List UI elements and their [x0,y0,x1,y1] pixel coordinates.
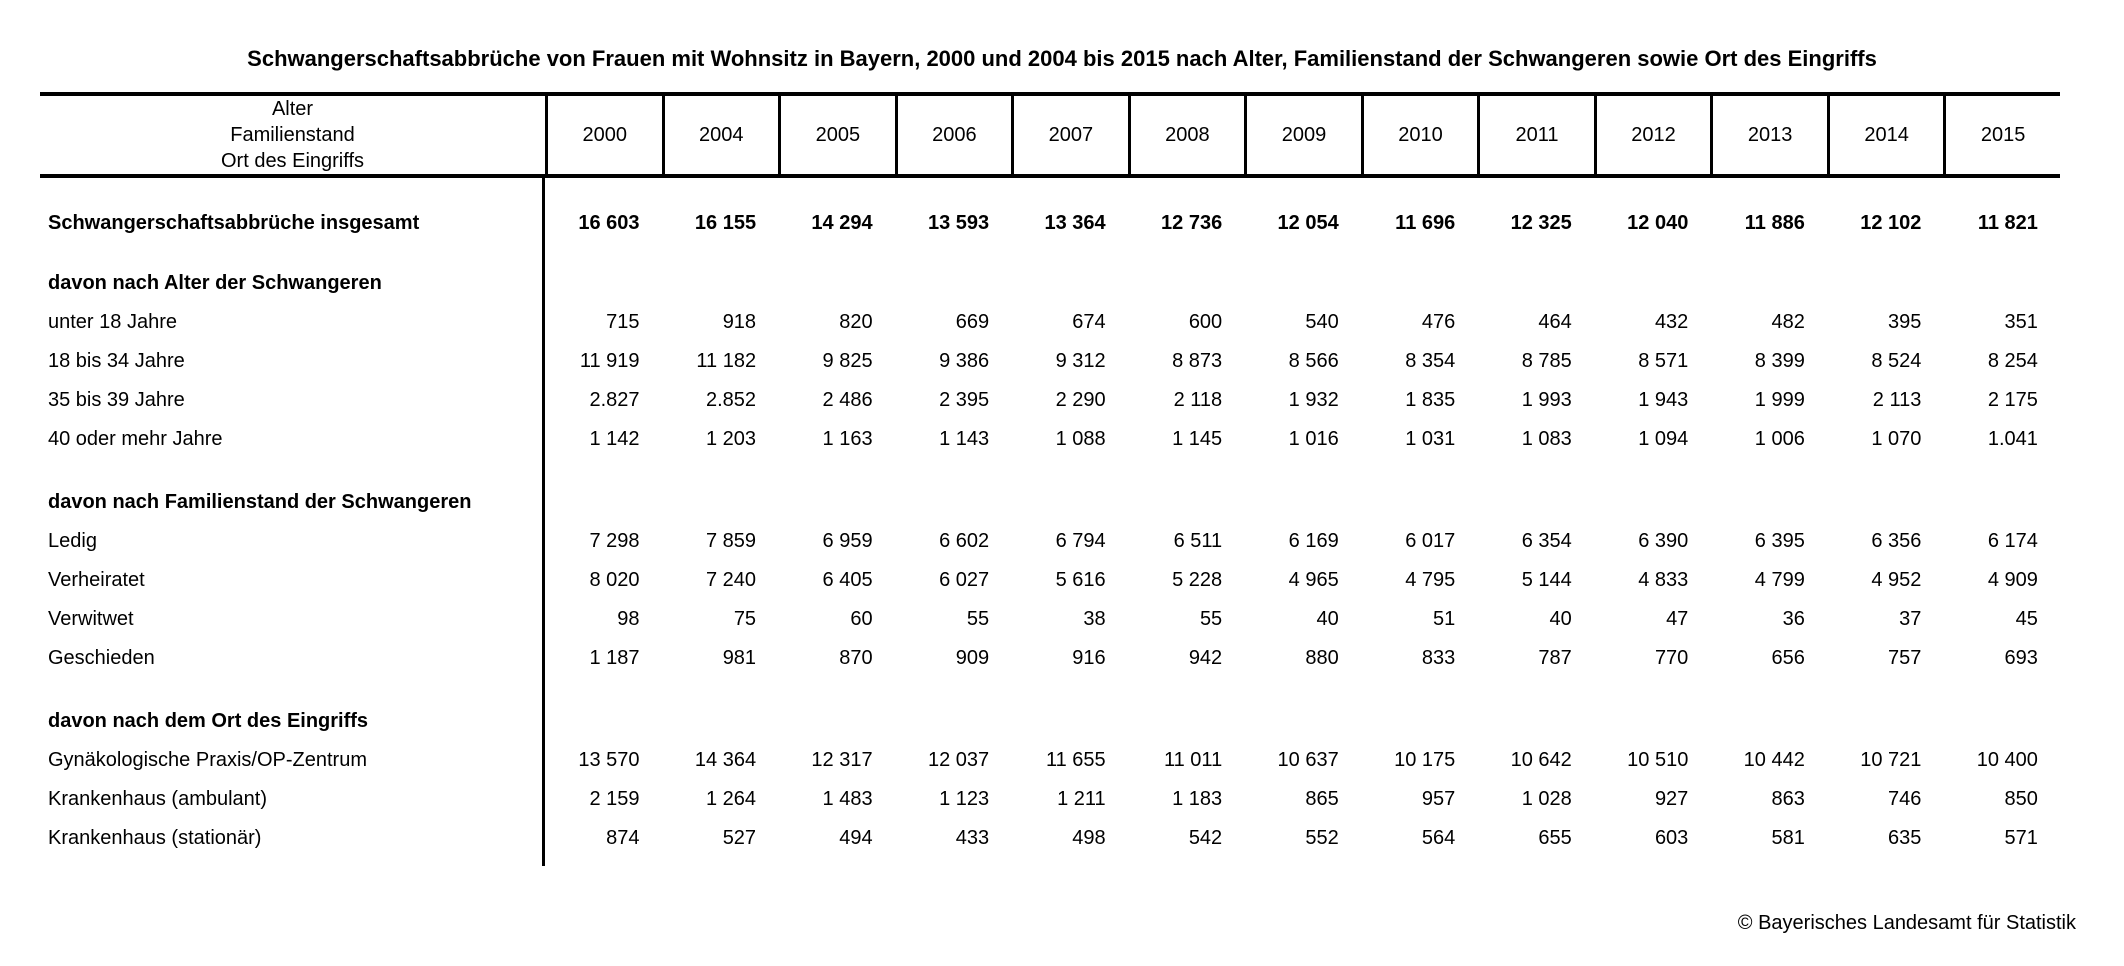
value-cell [1710,702,1827,741]
value-cell: 8 524 [1871,350,1922,372]
value-cell [778,483,895,522]
value-cell [778,264,895,303]
value-cell: 11 655 [1045,749,1106,771]
year-header-: 2008 [1128,96,1245,174]
row-label: Verwitwet [40,600,545,639]
value-cell: 1 211 [1057,788,1106,810]
value-cell: 1 088 [1055,428,1106,450]
value-cell: 1 142 [589,428,640,450]
value-cell [545,702,662,741]
value-cell: 55 [1199,608,1223,630]
value-cell: 874 [606,827,640,849]
value-cell: 10 510 [1627,749,1689,771]
table-row [40,420,2060,459]
value-cell: 1 483 [822,788,873,810]
value-cell: 6 602 [939,530,990,552]
row-cells [545,522,2060,561]
value-cell: 11 182 [696,350,757,372]
row-cells [545,264,2060,303]
value-cell: 47 [1666,608,1689,630]
value-cell: 11 696 [1395,212,1456,234]
value-cell [662,264,779,303]
spacer-label-cell [40,678,545,702]
value-cell: 2.827 [589,389,640,411]
row-cells [545,741,2060,780]
value-cell: 942 [1188,647,1223,669]
value-cell: 850 [2004,788,2038,810]
value-cell [895,483,1012,522]
value-cell: 2 113 [1872,389,1922,411]
year-header-: 2009 [1244,96,1361,174]
row-label: Gynäkologische Praxis/OP-Zentrum [40,741,545,780]
row-label: Geschieden [40,639,545,678]
row-label: 35 bis 39 Jahre [40,381,545,420]
value-cell: 1 943 [1638,389,1689,411]
table-row [40,780,2060,819]
row-label: davon nach Familienstand der Schwangeren [40,483,545,522]
row-cells [545,420,2060,459]
value-cell: 10 442 [1743,749,1805,771]
value-cell [1827,264,1944,303]
spacer-row [40,178,2060,204]
value-cell: 395 [1888,311,1922,333]
value-cell: 656 [1771,647,1805,669]
value-cell [1477,483,1594,522]
value-cell: 8 566 [1288,350,1339,372]
value-cell [1244,264,1361,303]
spacer-cells [545,858,2060,866]
value-cell: 8 020 [589,569,640,591]
value-cell: 1 145 [1172,428,1223,450]
year-header-: 2004 [662,96,779,174]
value-cell: 2 175 [1987,389,2038,411]
value-cell: 40 [1316,608,1339,630]
row-label: Schwangerschaftsabbrüche insgesamt [40,204,545,243]
value-cell [662,483,779,522]
value-cell: 581 [1771,827,1805,849]
value-cell: 8 873 [1172,350,1223,372]
value-cell: 870 [839,647,873,669]
value-cell: 11 821 [1977,212,2038,234]
year-header-: 2014 [1827,96,1944,174]
row-label: davon nach dem Ort des Eingriffs [40,702,545,741]
value-cell: 7 859 [706,530,757,552]
value-cell: 2.852 [706,389,757,411]
table-row [40,819,2060,858]
value-cell: 833 [1421,647,1456,669]
value-cell: 498 [1072,827,1106,849]
stub-header-line: Ort des Eingriffs [220,150,365,172]
value-cell: 957 [1421,788,1456,810]
value-cell: 1 183 [1172,788,1223,810]
value-cell: 918 [722,311,757,333]
row-cells [545,780,2060,819]
value-cell [1477,702,1594,741]
row-label: unter 18 Jahre [40,303,545,342]
spacer-label-cell [40,858,545,866]
value-cell: 6 405 [822,569,873,591]
value-cell: 12 325 [1510,212,1572,234]
value-cell: 4 965 [1288,569,1339,591]
spacer-label-cell [40,243,545,264]
statistics-table [40,92,2060,866]
value-cell: 1 070 [1871,428,1922,450]
value-cell: 37 [1899,608,1922,630]
value-cell: 715 [606,311,640,333]
value-cell [895,264,1012,303]
value-cell [1128,483,1245,522]
value-cell: 1 203 [706,428,757,450]
value-cell: 820 [839,311,873,333]
value-cell: 432 [1654,311,1689,333]
row-label: Ledig [40,522,545,561]
value-cell: 10 721 [1860,749,1922,771]
year-header-: 2012 [1594,96,1711,174]
value-cell: 1 083 [1521,428,1572,450]
value-cell: 1 006 [1754,428,1805,450]
value-cell: 98 [617,608,640,630]
year-header-: 2005 [778,96,895,174]
value-cell: 36 [1782,608,1805,630]
value-cell: 865 [1305,788,1339,810]
value-cell: 1 031 [1405,428,1456,450]
table-row [40,600,2060,639]
value-cell: 5 228 [1172,569,1223,591]
value-cell [1361,264,1478,303]
spacer-cells [545,178,2060,204]
value-cell [1361,483,1478,522]
row-cells [545,702,2060,741]
value-cell [1128,702,1245,741]
value-cell: 13 364 [1044,212,1106,234]
row-label: Krankenhaus (stationär) [40,819,545,858]
value-cell: 600 [1188,311,1223,333]
value-cell [1477,264,1594,303]
value-cell: 603 [1654,827,1689,849]
value-cell [895,702,1012,741]
value-cell [1827,702,1944,741]
value-cell: 635 [1888,827,1922,849]
value-cell: 8 785 [1521,350,1572,372]
table-row [40,639,2060,678]
year-header-: 2006 [895,96,1012,174]
value-cell: 2 290 [1055,389,1106,411]
value-cell: 11 011 [1163,749,1223,771]
value-cell: 14 294 [811,212,873,234]
copyright-notice: © Bayerisches Landesamt für Statistik [1737,912,2076,934]
value-cell: 909 [955,647,990,669]
value-cell: 1 016 [1288,428,1339,450]
value-cell: 5 144 [1521,569,1572,591]
value-cell: 6 511 [1173,530,1223,552]
value-cell: 757 [1888,647,1922,669]
value-cell: 476 [1421,311,1456,333]
spacer-label-cell [40,178,545,204]
value-cell: 16 155 [694,212,757,234]
row-label: Krankenhaus (ambulant) [40,780,545,819]
year-header-: 2015 [1943,96,2060,174]
value-cell: 540 [1305,311,1339,333]
value-cell: 2 118 [1173,389,1223,411]
value-cell: 12 054 [1277,212,1339,234]
value-cell: 669 [955,311,990,333]
value-cell: 6 959 [822,530,873,552]
value-cell: 1 835 [1405,389,1456,411]
year-header-: 2013 [1710,96,1827,174]
value-cell: 14 364 [694,749,757,771]
table-body [40,178,2060,866]
value-cell [778,702,895,741]
year-header-: 2007 [1011,96,1128,174]
value-cell: 9 825 [822,350,873,372]
value-cell: 1 264 [706,788,757,810]
value-cell: 693 [2004,647,2038,669]
value-cell: 8 571 [1638,350,1689,372]
row-cells [545,483,2060,522]
value-cell: 6 027 [939,569,990,591]
spacer-row [40,459,2060,483]
value-cell: 12 736 [1161,212,1223,234]
value-cell [1011,264,1128,303]
row-cells [545,342,2060,381]
spacer-label-cell [40,459,545,483]
value-cell: 2 395 [939,389,990,411]
value-cell: 571 [2004,827,2038,849]
value-cell: 4 795 [1405,569,1456,591]
value-cell: 12 317 [811,749,873,771]
value-cell [1244,702,1361,741]
value-cell [1011,483,1128,522]
value-cell: 10 637 [1277,749,1339,771]
row-cells [545,381,2060,420]
value-cell: 1.041 [1987,428,2038,450]
row-label: Verheiratet [40,561,545,600]
value-cell: 1 143 [939,428,990,450]
value-cell [1943,483,2060,522]
value-cell [1244,483,1361,522]
value-cell [1710,483,1827,522]
value-cell: 12 102 [1860,212,1922,234]
value-cell: 11 886 [1744,212,1805,234]
page-title: Schwangerschaftsabbrüche von Frauen mit Wohnsitz in Bayern, 2000 und 2004 bis 2015 nach Alter, Familienstand der Schwangeren sowie Ort des Eingriffs [247,46,1877,71]
spacer-row [40,243,2060,264]
value-cell: 55 [966,608,990,630]
value-cell: 11 919 [579,350,640,372]
value-cell: 863 [1771,788,1805,810]
value-cell [1361,702,1478,741]
value-cell: 1 187 [589,647,640,669]
spacer-row [40,678,2060,702]
section-header-row [40,702,2060,741]
value-cell: 542 [1188,827,1223,849]
value-cell: 6 017 [1405,530,1456,552]
row-cells [545,600,2060,639]
spacer-cells [545,459,2060,483]
value-cell: 1 932 [1288,389,1339,411]
value-cell [1594,702,1711,741]
value-cell: 9 312 [1055,350,1106,372]
value-cell: 40 [1549,608,1572,630]
value-cell: 12 037 [927,749,990,771]
value-cell [1943,264,2060,303]
value-cell: 674 [1072,311,1106,333]
value-cell: 4 833 [1638,569,1689,591]
value-cell [1943,702,2060,741]
row-cells [545,561,2060,600]
value-cell: 4 909 [1987,569,2038,591]
value-cell: 1 123 [939,788,990,810]
value-cell: 75 [733,608,757,630]
value-cell: 1 028 [1521,788,1572,810]
row-label: 40 oder mehr Jahre [40,420,545,459]
value-cell: 51 [1433,608,1456,630]
value-cell [1710,264,1827,303]
value-cell: 12 040 [1627,212,1689,234]
value-cell: 746 [1888,788,1922,810]
table-row [40,522,2060,561]
value-cell: 482 [1771,311,1805,333]
value-cell: 60 [850,608,873,630]
value-cell: 10 642 [1510,749,1572,771]
value-cell: 927 [1654,788,1689,810]
stub-header [40,96,545,174]
value-cell: 655 [1538,827,1572,849]
value-cell: 6 395 [1754,530,1805,552]
spacer-cells [545,243,2060,264]
value-cell: 564 [1421,827,1456,849]
value-cell [1827,483,1944,522]
year-header-: 2010 [1361,96,1478,174]
year-header-: 2011 [1477,96,1594,174]
row-cells [545,819,2060,858]
value-cell: 6 794 [1055,530,1106,552]
value-cell: 1 999 [1754,389,1805,411]
row-label: davon nach Alter der Schwangeren [40,264,545,303]
value-cell: 6 174 [1987,530,2038,552]
table-row [40,204,2060,243]
value-cell: 6 169 [1288,530,1339,552]
table-row [40,561,2060,600]
value-cell: 527 [722,827,757,849]
stub-header-line: Familienstand [230,124,355,146]
value-cell: 787 [1538,647,1572,669]
section-header-row [40,264,2060,303]
spacer-cells [545,678,2060,702]
value-cell: 880 [1305,647,1339,669]
value-cell: 433 [955,827,990,849]
value-cell [662,702,779,741]
value-cell [1011,702,1128,741]
spacer-row [40,858,2060,866]
value-cell: 351 [2004,311,2038,333]
row-cells [545,303,2060,342]
value-cell: 7 240 [706,569,757,591]
value-cell [1128,264,1245,303]
value-cell: 916 [1072,647,1106,669]
value-cell: 16 603 [578,212,640,234]
value-cell: 2 486 [822,389,873,411]
value-cell: 5 616 [1055,569,1106,591]
table-row [40,741,2060,780]
table-header-row [40,92,2060,178]
value-cell: 8 354 [1405,350,1456,372]
value-cell [1594,264,1711,303]
value-cell: 1 163 [822,428,873,450]
value-cell: 7 298 [589,530,640,552]
value-cell: 770 [1654,647,1689,669]
value-cell: 4 952 [1871,569,1922,591]
value-cell: 10 400 [1976,749,2038,771]
value-cell: 8 399 [1754,350,1805,372]
value-cell [545,264,662,303]
value-cell: 981 [722,647,757,669]
value-cell: 1 094 [1638,428,1689,450]
table-row [40,303,2060,342]
value-cell: 38 [1083,608,1106,630]
value-cell: 6 354 [1521,530,1572,552]
value-cell: 4 799 [1754,569,1805,591]
value-cell: 45 [2015,608,2038,630]
stub-header-line: Alter [271,98,314,120]
row-label: 18 bis 34 Jahre [40,342,545,381]
value-cell: 9 386 [939,350,990,372]
table-row [40,342,2060,381]
row-cells [545,639,2060,678]
value-cell [1594,483,1711,522]
value-cell: 6 356 [1871,530,1922,552]
value-cell: 2 159 [589,788,640,810]
section-header-row [40,483,2060,522]
value-cell [545,483,662,522]
value-cell: 552 [1305,827,1339,849]
value-cell: 13 593 [927,212,990,234]
value-cell: 8 254 [1987,350,2038,372]
value-cell: 13 570 [578,749,640,771]
value-cell: 494 [839,827,873,849]
year-header-: 2000 [545,96,662,174]
row-cells [545,204,2060,243]
value-cell: 464 [1538,311,1572,333]
value-cell: 10 175 [1394,749,1456,771]
value-cell: 6 390 [1638,530,1689,552]
value-cell: 1 993 [1521,389,1572,411]
table-row [40,381,2060,420]
